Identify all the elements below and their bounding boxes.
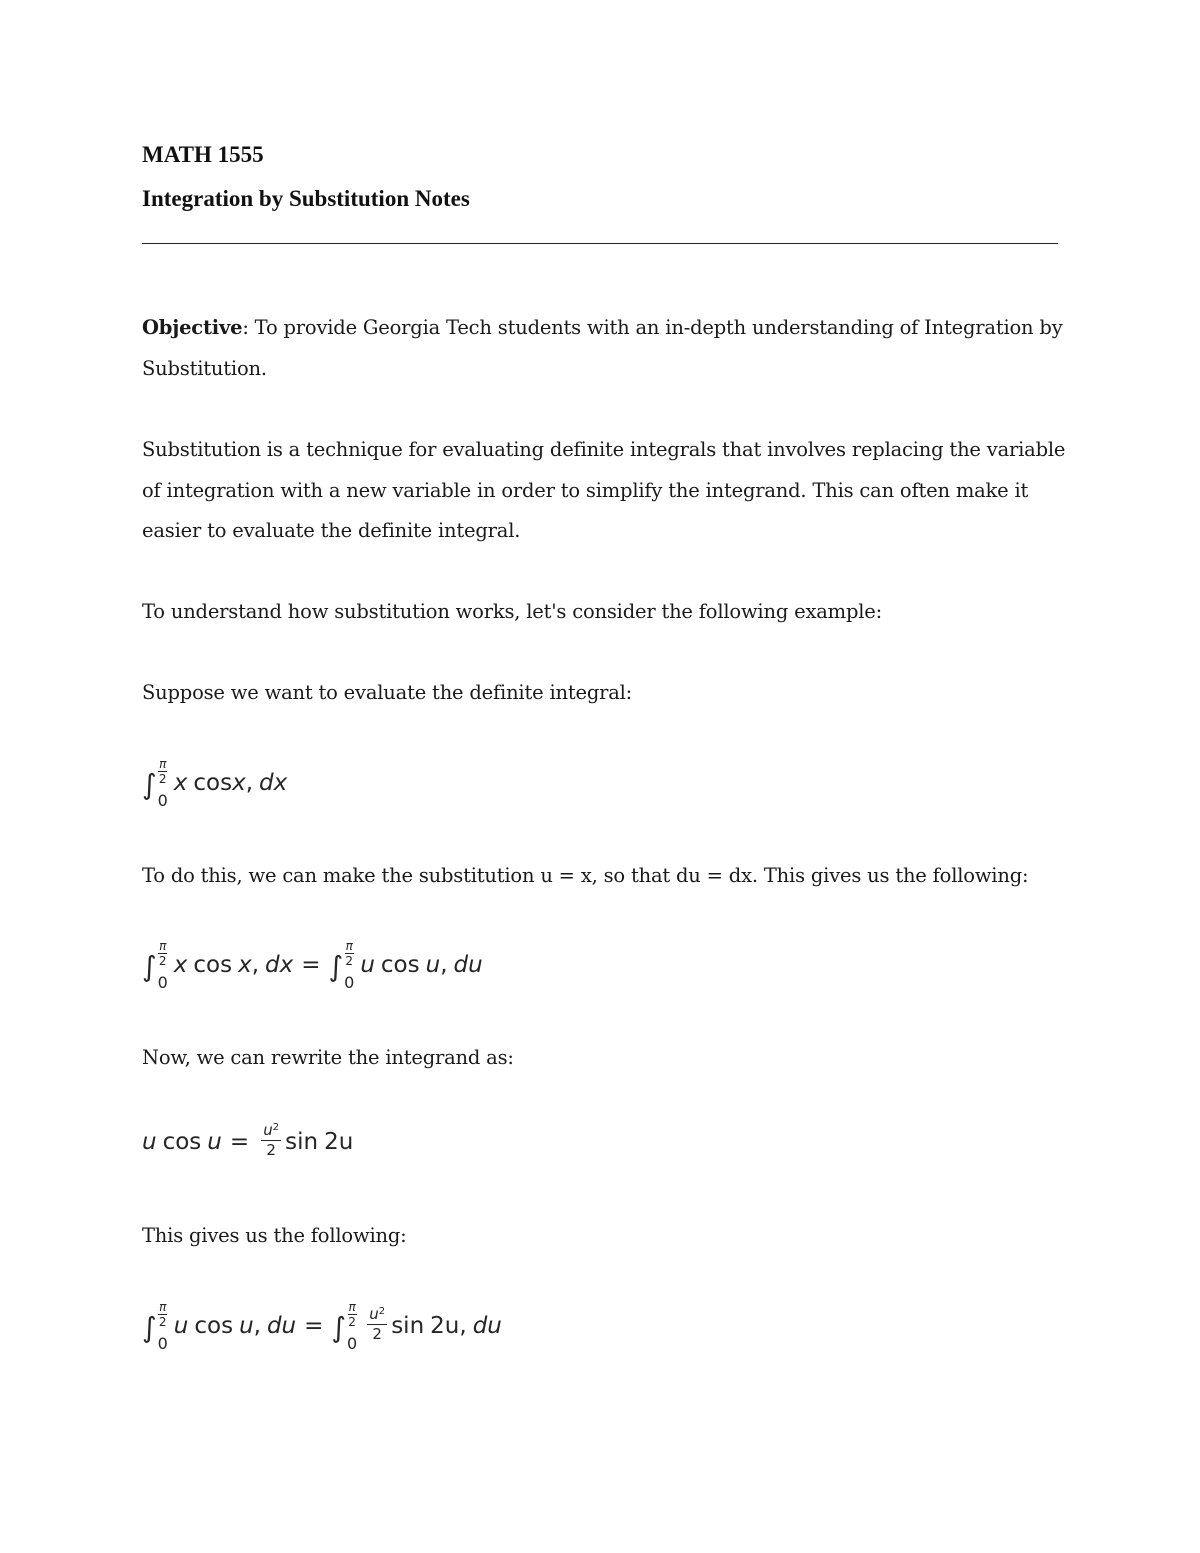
objective-label: Objective — [142, 316, 243, 339]
horizontal-rule — [142, 243, 1058, 244]
equation-2: ∫ π 2 0 x cos x , dx = ∫ π 2 0 u cos u , du — [142, 939, 483, 992]
integral-sign: ∫ — [142, 949, 157, 983]
equation-1: ∫ π 2 0 x cos x , dx — [142, 757, 288, 810]
rewrite-paragraph: Now, we can rewrite the integrand as: — [142, 1046, 514, 1069]
integral-sign: ∫ — [328, 949, 344, 983]
integral-limits: π 2 0 — [157, 1300, 168, 1353]
fraction: $\frac{u^2}{2}$ — [261, 1123, 281, 1158]
integral-limits: π 2 0 — [157, 757, 168, 810]
equation-4: ∫ π 2 0 u cos u , du = ∫ π 2 0 $\frac{u^2}{2}$ sin 2u , du — [142, 1300, 502, 1353]
integral-limits: π 2 0 — [157, 939, 168, 992]
gives-paragraph: This gives us the following: — [142, 1224, 407, 1247]
integral-sign: ∫ — [142, 1310, 157, 1344]
suppose-paragraph: Suppose we want to evaluate the definite integral: — [142, 681, 633, 704]
fraction: $\frac{u^2}{2}$ — [367, 1307, 387, 1342]
integral-sign: ∫ — [142, 767, 157, 801]
example-lead-paragraph: To understand how substitution works, let's consider the following example: — [142, 600, 882, 623]
integral-sign: ∫ — [331, 1310, 347, 1344]
course-title: MATH 1555 — [142, 142, 264, 167]
objective-paragraph — [142, 308, 1067, 389]
integral-limits: π 2 0 — [347, 1300, 358, 1353]
substitution-paragraph: To do this, we can make the substitution u = x, so that du = dx. This gives us the following: — [142, 864, 1029, 887]
two-u: 2u — [324, 1128, 354, 1155]
notes-title: Integration by Substitution Notes — [142, 186, 470, 211]
integral-limits: π 2 0 — [344, 939, 355, 992]
objective-text: : To provide Georgia Tech students with an in-depth understanding of Integration by Substitution. — [142, 316, 1063, 380]
equation-3: u cos u = $\frac{u^2}{2}$ sin 2u — [142, 1121, 354, 1160]
intro-paragraph: Substitution is a technique for evaluating definite integrals that involves replacing the variable of integration with a new variable in order to simplify the integrand. This can often make it easier to evaluate the definite integral. — [142, 438, 1066, 542]
